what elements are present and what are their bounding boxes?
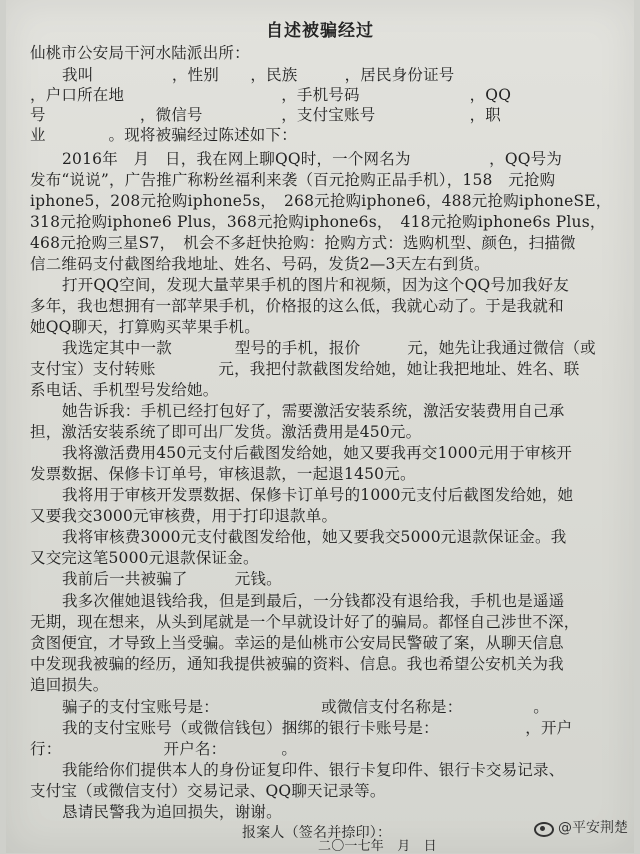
body-line: 我多次催她退钱给我，但是到最后，一分钱都没有退给我，手机也是遥遥 <box>62 592 565 610</box>
watermark <box>532 817 628 837</box>
signature-label: 报案人（签名并捺印）： <box>242 825 392 841</box>
addressee-line: 仙桃市公安局干河水陆派出所： <box>30 44 250 62</box>
body-line: 我的支付宝账号（或微信钱包）捆绑的银行卡账号是： ，开户 <box>62 719 573 737</box>
body-line: 贪图便宜，才导致上当受骗。幸运的是仙桃市公安局民警破了案，从聊天信息 <box>30 634 564 652</box>
body-line: 我将审核费3000元支付截图发给他，她又要我交5000元退款保证金。我 <box>62 528 567 546</box>
body-line: 又要我交3000元审核费，用于打印退款单。 <box>30 507 338 525</box>
document-title: 自述被骗经过 <box>266 21 374 41</box>
body-line: 2016年 月 日，我在网上聊QQ时，一个网名为 ，QQ号为 <box>62 150 563 168</box>
body-line: ，户口所在地 ，手机号码 ，QQ <box>30 86 512 104</box>
body-line: 担，激活安装系统了即可出厂发货。激活费用是450元。 <box>30 423 422 441</box>
body-line: 支付宝）支付转账 元，我把付款截图发给她，她让我把地址、姓名、联 <box>30 360 580 378</box>
body-line: 行： 开户名： 。 <box>30 740 298 758</box>
date-line: 二〇一七年 月 日 <box>318 839 437 854</box>
body-line: 号 ，微信号 ，支付宝账号 ，职 <box>30 106 502 124</box>
body-line: 支付宝（或微信支付）交易记录、QQ聊天记录等。 <box>30 782 386 800</box>
body-line: 318元抢购iphone6 Plus，368元抢购iphone6s， 418元抢购iphone6s Plus， <box>30 213 606 231</box>
body-line: 我将激活费用450元支付后截图发给她，她又要我再交1000元用于审核开 <box>62 444 573 462</box>
body-line: 发票数据、保修卡订单号，审核退款，一起退1450元。 <box>30 465 416 483</box>
body-line: 中发现我被骗的经历，通知我提供被骗的资料、信息。我也希望公安机关为我 <box>30 655 564 673</box>
body-line: 无期，现在想来，从头到尾就是一个早就设计好了的骗局。都怪自己涉世不深， <box>30 613 580 631</box>
watermark-text: @平安荆楚 <box>558 820 628 836</box>
body-line: 我选定其中一款 型号的手机，报价 元，她先让我通过微信（或 <box>62 339 596 357</box>
body-line: 信二维码支付截图给我地址、姓名、号码，发货2—3天左右到货。 <box>30 255 490 273</box>
body-line: 我能给你们提供本人的身份证复印件、银行卡复印件、银行卡交易记录、 <box>62 761 565 779</box>
body-line: 她告诉我：手机已经打包好了，需要激活安装系统，激活安装费用自己承 <box>62 402 565 420</box>
body-line: 骗子的支付宝账号是： 或微信支付名称是： 。 <box>62 698 549 716</box>
body-line: 恳请民警我为追回损失，谢谢。 <box>62 803 282 821</box>
body-line: iphone5，208元抢购iphone5s， 268元抢购iphone6，488元抢购iphoneSE， <box>30 192 612 210</box>
body-line: 多年，我也想拥有一部苹果手机，价格报的这么低，我就心动了。于是我就和 <box>30 297 564 315</box>
body-line: 又交完这笔5000元退款保证金。 <box>30 549 259 567</box>
body-line: 我叫 ，性别 ，民族 ，居民身份证号 <box>62 66 455 84</box>
body-line: 系电话、手机型号发给她。 <box>30 381 219 399</box>
body-line: 我将用于审核开发票数据、保修卡订单号的1000元支付后截图发给她，她 <box>62 486 574 504</box>
body-line: 468元抢购三星S7， 机会不多赶快抢购：抢购方式：选购机型、颜色，扫描微 <box>30 234 576 252</box>
body-line: 她QQ聊天，打算购买苹果手机。 <box>30 318 260 336</box>
document-page <box>6 0 634 853</box>
body-line: 打开QQ空间，发现大量苹果手机的图片和视频，因为这个QQ号加我好友 <box>62 276 569 294</box>
body-line: 发布“说说”，广告推广称粉丝福利来袭（百元抢购正品手机），158 元抢购 <box>30 171 556 189</box>
weibo-icon <box>532 818 554 836</box>
body-line: 追回损失。 <box>30 676 109 694</box>
body-line: 业 。现将被骗经过陈述如下： <box>30 126 297 144</box>
body-line: 我前后一共被骗了 元钱。 <box>62 570 282 588</box>
